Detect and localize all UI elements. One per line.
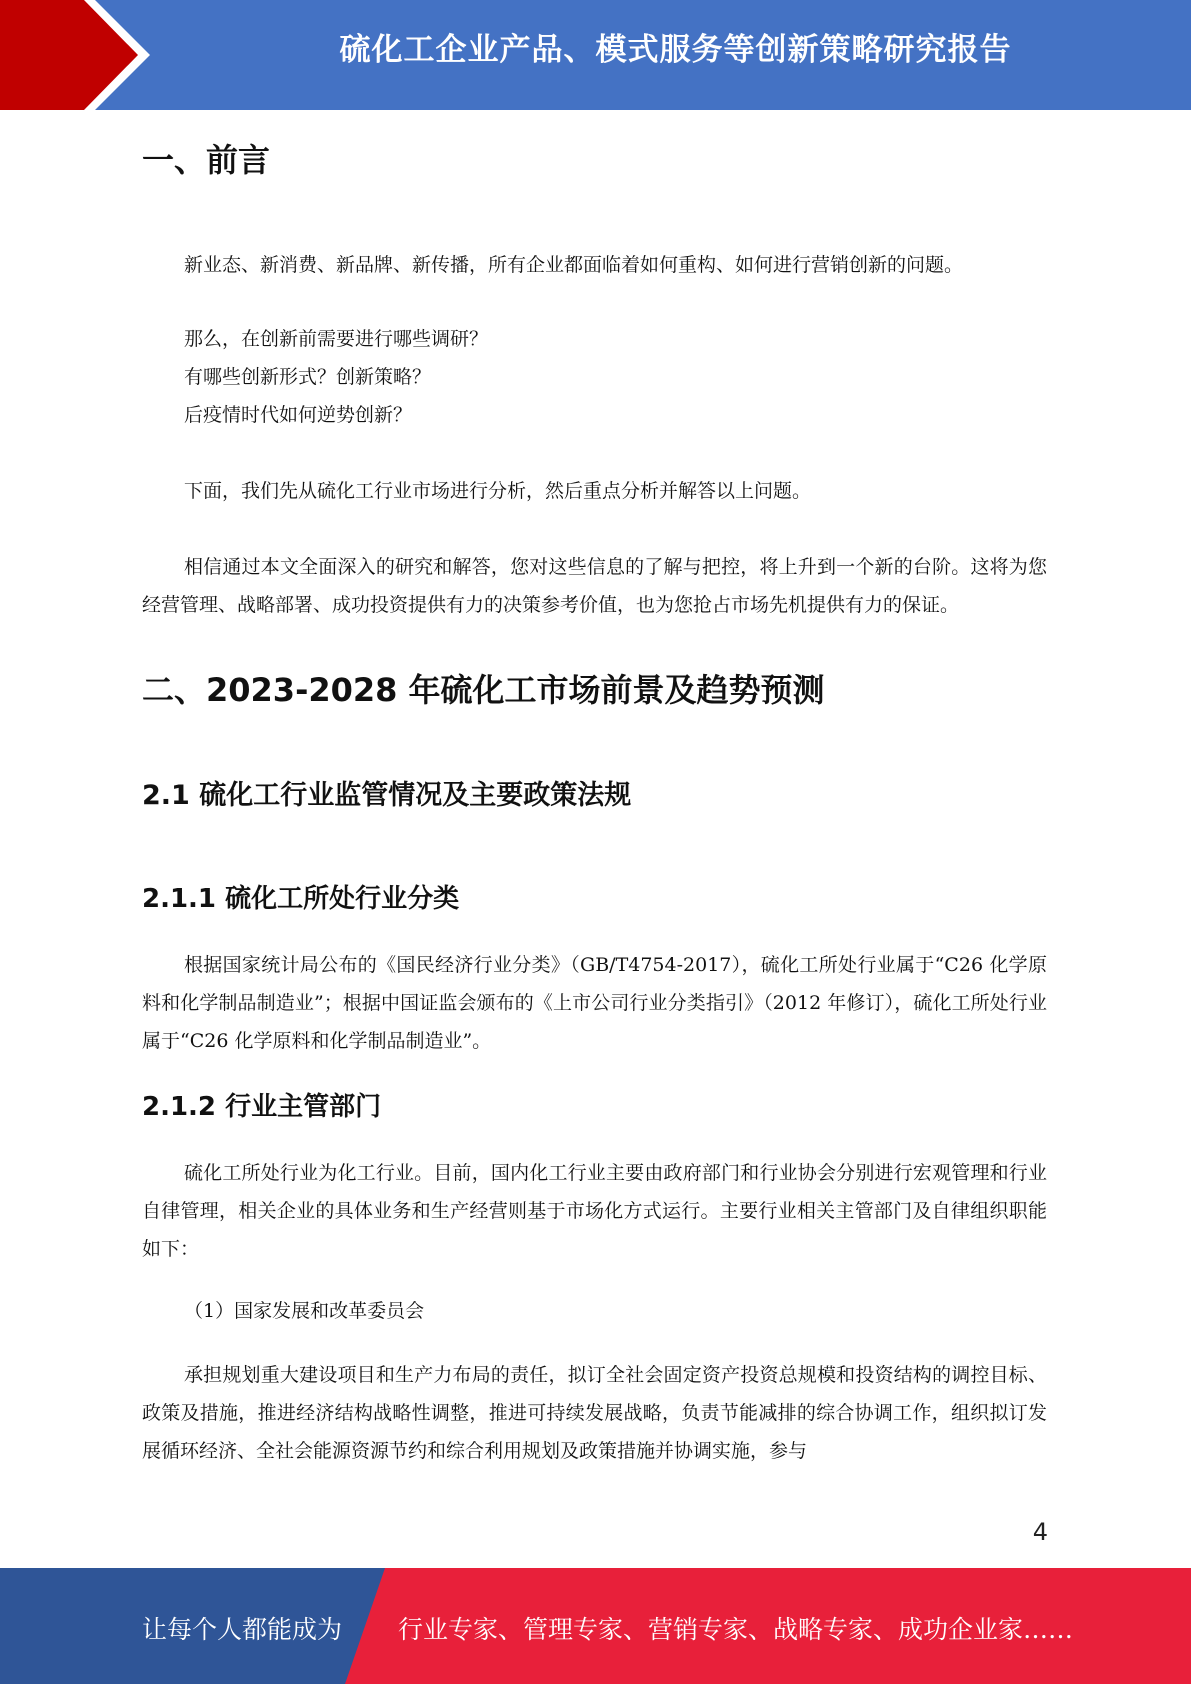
page-header (0, 0, 1191, 110)
paragraph: 承担规划重大建设项目和生产力布局的责任，拟订全社会固定资产投资总规模和投资结构的调控目标、政策及措施，推进经济结构战略性调整，推进可持续发展战略，负责节能减排的综合协调工作，组织拟订发展循环经济、全社会能源资源节约和综合利用规划及政策措施并协调实施，参与 (142, 1364, 1047, 1462)
footer-slogan-right: 行业专家、管理专家、营销专家、战略专家、成功企业家…… (398, 1615, 1074, 1644)
subsection-heading-2-1-2: 2.1.2 行业主管部门 (142, 1092, 382, 1122)
page-content (142, 130, 1047, 1470)
report-title: 硫化工企业产品、模式服务等创新策略研究报告 (339, 32, 1012, 68)
footer-slogan-left: 让每个人都能成为 (142, 1615, 343, 1644)
list-item: （1）国家发展和改革委员会 (184, 1300, 425, 1322)
subsection-heading-2-1-1: 2.1.1 硫化工所处行业分类 (142, 884, 460, 914)
section-heading-forecast: 二、2023-2028 年硫化工市场前景及趋势预测 (142, 671, 825, 709)
page-number: 4 (1032, 1518, 1048, 1546)
paragraph: 下面，我们先从硫化工行业市场进行分析，然后重点分析并解答以上问题。 (184, 480, 812, 502)
header-red-chevron (0, 0, 150, 110)
section-heading-preface: 一、前言 (142, 141, 271, 179)
paragraph: 相信通过本文全面深入的研究和解答，您对这些信息的了解与把控，将上升到一个新的台阶。这将为您经营管理、战略部署、成功投资提供有力的决策参考价值，也为您抢占市场先机提供有力的保证。 (142, 556, 1047, 616)
question-line: 有哪些创新形式？创新策略？ (184, 366, 432, 388)
paragraph: 新业态、新消费、新品牌、新传播，所有企业都面临着如何重构、如何进行营销创新的问题。 (184, 254, 964, 276)
paragraph: 硫化工所处行业为化工行业。目前，国内化工行业主要由政府部门和行业协会分别进行宏观管理和行业自律管理，相关企业的具体业务和生产经营则基于市场化方式运行。主要行业相关主管部门及自律组织职能如下： (142, 1162, 1047, 1260)
paragraph: 根据国家统计局公布的《国民经济行业分类》（GB/T4754-2017），硫化工所处行业属于“C26 化学原料和化学制品制造业”；根据中国证监会颁布的《上市公司行业分类指引》（2012 年修订），硫化工所处行业属于“C26 化学原料和化学制品制造业”。 (142, 954, 1047, 1052)
question-line: 那么，在创新前需要进行哪些调研？ (184, 328, 489, 350)
subsection-heading-2-1: 2.1 硫化工行业监管情况及主要政策法规 (142, 780, 632, 811)
question-line: 后疫情时代如何逆势创新？ (184, 404, 413, 426)
